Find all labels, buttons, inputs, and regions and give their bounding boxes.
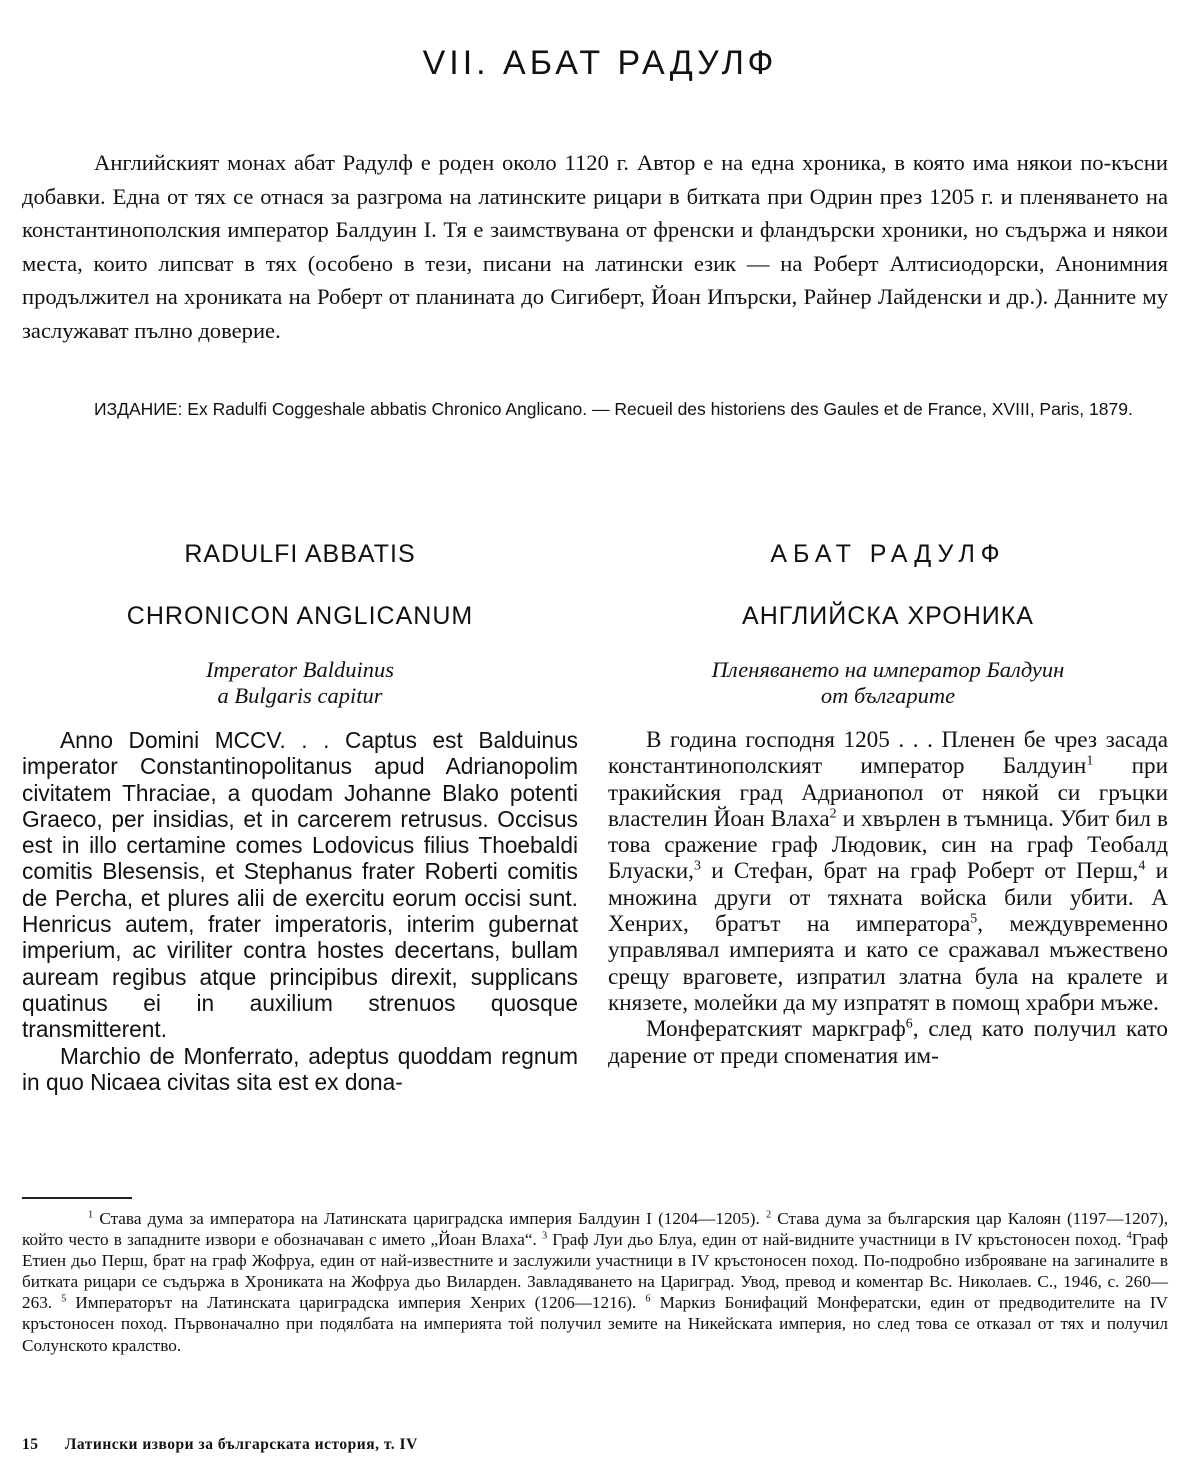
footnotes: [22, 1208, 1168, 1356]
text-run: , след като получил като дарение от преди споменатия им-: [608, 1016, 1169, 1069]
page-footer: [22, 1436, 822, 1454]
text-run: Монфератският маркграф: [646, 1016, 906, 1043]
text-run: , междувременно управлявал империята и като се сражавал мъжествено срещу враговете, изпратил златна була на кралете и князете, молейки да му изпратят в помощ храбри мъже.: [608, 911, 1168, 1016]
bulgarian-caption-line: от българите: [820, 683, 956, 708]
footnote-number: 4: [1126, 1230, 1132, 1242]
footnote-marker: 2: [829, 806, 837, 822]
latin-caption-line: Imperator Balduinus: [205, 657, 395, 682]
footnote-text: Маркиз Бонифаций Монфератски, един от предводителите на IV кръстоносен поход. Първоначално при подялбата на империята той получил земите на Никейската империя, но след това се отказал от тях и получил Солунското кралство.: [22, 1293, 1168, 1355]
footnote-text: Граф Етиен дьо Перш, брат на граф Жофруа, един от най-известните и заслужили участници в IV кръстоносен поход. По-подробно изброяване на загиналите в битката рицари се съдържа в Хрониката на Жофруа дьо Виларден. Завладяването на Цариград. Увод, превод и коментар Вс. Николаев. С., 1946, с. 260—263.: [22, 1230, 1168, 1313]
bulgarian-paragraph: [608, 727, 1168, 1016]
text-run: В година господня 1205 . . . Пленен бе чрез засада константинополският император Балдуин: [608, 727, 1168, 780]
bulgarian-caption: [608, 657, 1168, 709]
text-run: при тракийския град Адрианопол от някой си гръцки властелин Йоан Влаха: [608, 753, 1169, 832]
bulgarian-caption-line: Пленяването на император Балдуин: [711, 657, 1065, 682]
bulgarian-subtitle: АНГЛИЙСКА ХРОНИКА: [742, 602, 1034, 630]
footnote-text: Става дума за българския цар Калоян (1197—1207), който често в западните извори е обозначаван с името „Йоан Влаха“.: [22, 1209, 1168, 1250]
footnote-number: 5: [61, 1293, 67, 1305]
footnote-marker: 1: [1086, 753, 1094, 769]
footnote-number: 3: [541, 1230, 548, 1242]
latin-subtitle: CHRONICON ANGLICANUM: [126, 602, 474, 630]
latin-title: RADULFI ABBATIS: [184, 540, 416, 568]
bulgarian-title: АБАТ РАДУЛФ: [770, 540, 1006, 568]
latin-paragraph: Marchio de Monferrato, adeptus quoddam regnum in quo Nicaea civitas sita est ex dona-: [22, 1042, 578, 1095]
footnote-text: Императорът на Латинската цариградска империя Хенрих (1206—1216).: [66, 1293, 637, 1313]
footnote-number: 1: [88, 1209, 94, 1221]
footnote-number: 6: [645, 1293, 651, 1305]
text-run: и Стефан, брат на граф Роберт от Перш,: [700, 858, 1139, 885]
footnote-marker: 3: [693, 858, 701, 874]
running-title: Латински извори за българската история, т. IV: [64, 1436, 418, 1453]
intro-paragraph: Английският монах абат Радулф е роден около 1120 г. Автор е на една хроника, в която има някои по-късни добавки. Една от тях се отнася за разгрома на латинските рицари в битката при Одрин през 1205 г. и пленяването на константинополския император Балдуин I. Тя е заимствувана от френски и фландърски хроники, но съдържа и някои места, които липсват в тях (особено в тези, писани на латински език — на Роберт Алтисиодорски, Анонимния продължител на хрониката на Роберт от планината до Сигиберт, Йоан Ипърски, Райнер Лайденски и др.). Данните му заслужават пълно доверие.: [22, 150, 1168, 343]
latin-column: [22, 540, 578, 1095]
text-run: и хвърлен в тъмница. Убит бил в това сражение граф Людовик, син на граф Теобалд Блуаски,: [608, 805, 1168, 885]
footnote-divider: [22, 1197, 132, 1199]
latin-caption-line: a Bulgaris capitur: [217, 683, 383, 708]
footnote-marker: 5: [970, 911, 978, 927]
latin-paragraph: Anno Domini MCCV. . . Captus est Balduinus imperator Constantinopolitanus apud Adrianopolim civitatem Thraciae, a quodam Johanne Blako potenti Graeco, per insidias, et in carcerem retrusus. Occisus est in illo certamine comes Lodovicus filius Thoebaldi comitis Blesensis, et Stephanus frater Roberti comitis de Percha, et plures alii de exercitu eorum occisi sunt. Henricus autem, frater imperatoris, interim gubernat imperium, ac viriliter contra hostes decertans, bullam auream regibus atque principibus direxit, supplicans quatinus ei in auxilium strenuos quosque transmitterent.: [22, 727, 578, 1043]
footnote-text: Граф Луи дьо Блуа, един от най-видните участници в IV кръстоносен поход.: [547, 1230, 1122, 1250]
footnote-text: Става дума за императора на Латинската цариградска империя Балдуин I (1204—1205).: [93, 1209, 760, 1228]
chapter-title: VII. АБАТ РАДУЛФ: [422, 44, 778, 82]
edition-note: ИЗДАНИЕ: Ex Radulfi Coggeshale abbatis Chronico Anglicano. — Recueil des historiens des Gaules et de France, XVIII, Paris, 1879.: [94, 399, 1133, 419]
text-run: и множина други от тяхната войска били убити. А Хенрих, братът на императора: [608, 858, 1168, 938]
page-number: 15: [22, 1436, 39, 1453]
bulgarian-paragraph: [608, 1016, 1168, 1069]
footnote-marker: 6: [905, 1016, 913, 1032]
footnote-number: 2: [765, 1209, 772, 1221]
bulgarian-column: [608, 540, 1168, 1069]
footnote-marker: 4: [1138, 858, 1146, 874]
latin-caption: [22, 657, 578, 709]
